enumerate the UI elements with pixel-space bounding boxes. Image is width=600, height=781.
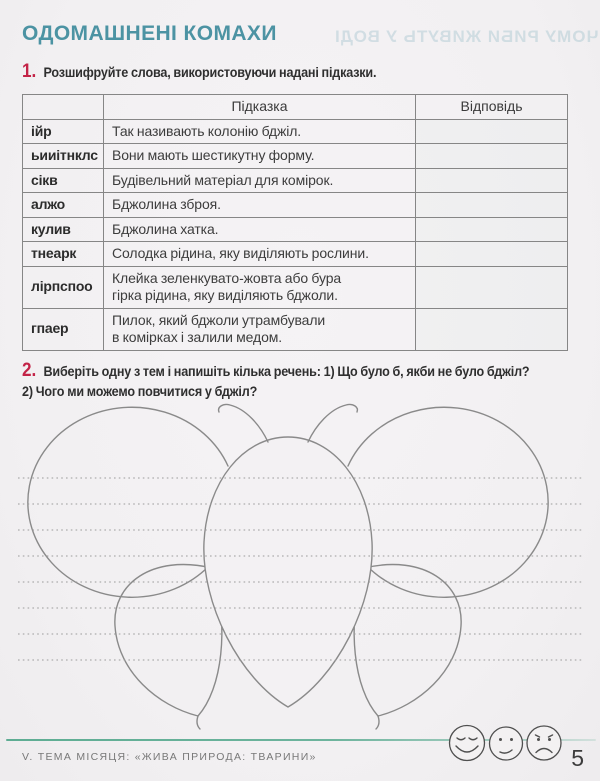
butterfly-drawing-area[interactable] [0,392,600,732]
footer-theme-label: V. ТЕМА МІСЯЦЯ: «ЖИВА ПРИРОДА: ТВАРИНИ» [22,751,317,763]
scrambled-word: ійр [23,119,104,144]
page-title: ОДОМАШНЕНІ КОМАХИ [22,22,277,45]
unscramble-table-body [23,119,568,350]
table-row [23,168,568,193]
table-row [23,242,568,267]
smiley-happy-icon[interactable] [450,726,485,761]
hint-text: Будівельний матеріал для комірок. [104,168,416,193]
table-row [23,217,568,242]
scrambled-word: алжо [23,193,104,218]
hint-text: Вони мають шестикутну форму. [104,144,416,169]
header-answer-column: Відповідь [416,95,568,120]
page-number: 5 [571,745,584,771]
hint-text: Солодка рідина, яку виділяють рослини. [104,242,416,267]
exercise2-number: 2. [22,360,37,381]
answer-cell[interactable] [416,266,568,308]
scrambled-word: лірпспоо [23,266,104,308]
answer-cell[interactable] [416,119,568,144]
smiley-neutral-icon[interactable] [490,727,523,760]
exercise1-text: Розшифруйте слова, використовуючи надані підказки. [43,64,377,80]
butterfly-antenna-right [308,404,357,442]
scrambled-word: тнеарк [23,242,104,267]
scrambled-word: ьииітнклс [23,144,104,169]
showthrough-title: ЧОМУ РИБИ ЖИВУТЬ У ВОДІ [333,27,598,46]
answer-cell[interactable] [416,193,568,218]
table-row [23,308,568,350]
exercise1-instruction [22,62,598,82]
header-word-column [23,95,104,120]
hint-text: Бджолина зброя. [104,193,416,218]
table-row [23,119,568,144]
exercise2-text-line2: 2) Чого ми можемо повчитися у бджіл? [22,383,258,399]
smiley-sad-icon[interactable] [527,726,561,760]
hint-text: Клейка зеленкувато-жовта або бура гірка рідина, яку виділяють бджоли. [104,266,416,308]
butterfly-lower-right-wing-tail [376,716,379,729]
butterfly-lower-left-wing [115,565,222,716]
exercise2-text-line1: Виберіть одну з тем і напишіть кілька речень: 1) Що було б, якби не було бджіл? [43,363,530,379]
self-assessment-smileys [446,722,566,768]
table-header-row [23,95,568,120]
butterfly-lower-right-wing [354,565,461,716]
answer-cell[interactable] [416,168,568,193]
butterfly-upper-right-wing [348,407,548,597]
butterfly-upper-left-wing [28,407,228,597]
scrambled-word: кулив [23,217,104,242]
scrambled-word: сікв [23,168,104,193]
butterfly-antenna-left [219,404,268,442]
header-hint-column: Підказка [104,95,416,120]
answer-cell[interactable] [416,308,568,350]
table-row [23,266,568,308]
table-row [23,144,568,169]
hint-text: Бджолина хатка. [104,217,416,242]
hint-text: Так називають колонію бджіл. [104,119,416,144]
answer-cell[interactable] [416,217,568,242]
butterfly-lower-left-wing-tail [197,716,200,729]
hint-text: Пилок, який бджоли утрамбували в комірках і залили медом. [104,308,416,350]
unscramble-table [22,94,568,351]
scrambled-word: гпаер [23,308,104,350]
table-row [23,193,568,218]
answer-cell[interactable] [416,242,568,267]
exercise1-number: 1. [22,61,37,82]
answer-cell[interactable] [416,144,568,169]
